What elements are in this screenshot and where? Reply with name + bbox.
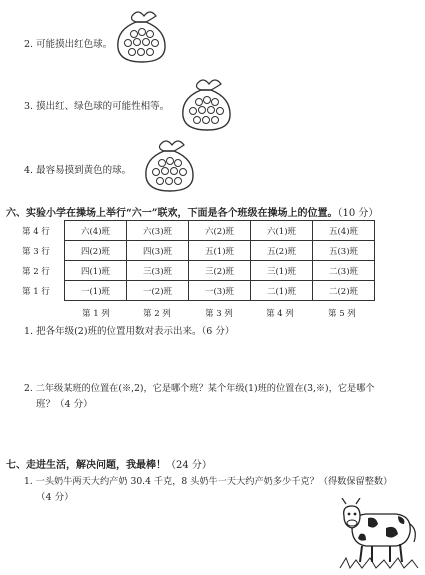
grid-cell: 五(2)班 [251, 241, 313, 261]
grid-cell: 一(2)班 [127, 281, 189, 301]
grid-cell: 五(1)班 [189, 241, 251, 261]
grid-row-3 [65, 241, 375, 261]
grid-cell: 三(1)班 [251, 261, 313, 281]
grid-cell: 六(3)班 [127, 221, 189, 241]
ball-bag-illustration-3 [138, 135, 200, 193]
row-label-1: 第 1 行 [22, 287, 50, 297]
row-label-2: 第 2 行 [22, 267, 50, 277]
column-label-5: 第 5 列 [328, 309, 356, 319]
ball-bag-illustration-2 [175, 74, 237, 132]
grid-cell: 五(4)班 [313, 221, 375, 241]
section-6-score: （10 分） [337, 208, 379, 219]
question-4-text: 4. 最容易摸到黄色的球。 [24, 165, 132, 176]
row-label-3: 第 3 行 [22, 247, 50, 257]
row-label-4: 第 4 行 [22, 227, 50, 237]
grid-cell: 六(2)班 [189, 221, 251, 241]
grid-cell: 六(4)班 [65, 221, 127, 241]
question-2-text: 2. 可能摸出红色球。 [24, 39, 113, 50]
section-6-question-2-line-2: 班？（4 分） [36, 399, 93, 410]
grid-cell: 一(3)班 [189, 281, 251, 301]
grid-row-4 [65, 221, 375, 241]
grid-cell: 五(3)班 [313, 241, 375, 261]
section-6-heading [6, 204, 378, 219]
grid-cell: 一(1)班 [65, 281, 127, 301]
section-7-title: 七、走进生活，解决问题，我最棒！ [6, 460, 166, 471]
section-7-score: （24 分） [166, 460, 212, 471]
grid-cell: 三(3)班 [127, 261, 189, 281]
grid-cell: 二(2)班 [313, 281, 375, 301]
grid-cell: 二(1)班 [251, 281, 313, 301]
section-6-question-1: 1. 把各年级(2)班的位置用数对表示出来。（6 分） [24, 326, 235, 337]
grid-cell: 二(3)班 [313, 261, 375, 281]
grid-cell: 六(1)班 [251, 221, 313, 241]
grid-row-2 [65, 261, 375, 281]
column-label-3: 第 3 列 [205, 309, 233, 319]
grid-cell: 四(1)班 [65, 261, 127, 281]
grid-cell: 四(2)班 [65, 241, 127, 261]
grid-cell: 四(3)班 [127, 241, 189, 261]
grid-row-1 [65, 281, 375, 301]
column-label-2: 第 2 列 [143, 309, 171, 319]
section-6-question-2-line-1: 2. 二年级某班的位置在(※,2)，它是哪个班？某个年级(1)班的位置在(3,※)，它是哪个 [24, 383, 375, 394]
section-7-heading [6, 456, 212, 471]
section-7-question-1-line-2: （4 分） [36, 492, 74, 503]
ball-bag-illustration-1 [110, 6, 172, 64]
section-7-question-1-line-1: 1. 一头奶牛两天大约产奶 30.4 千克，8 头奶牛一天大约产奶多少千克？（得数保留整数） [24, 476, 393, 487]
cow-illustration [338, 498, 420, 570]
class-position-grid [64, 220, 375, 301]
grid-cell: 三(2)班 [189, 261, 251, 281]
question-3-text: 3. 摸出红、绿色球的可能性相等。 [24, 101, 170, 112]
section-6-title: 六、实验小学在操场上举行“六一”联欢，下面是各个班级在操场上的位置。 [6, 208, 338, 219]
column-label-1: 第 1 列 [82, 309, 110, 319]
column-label-4: 第 4 列 [266, 309, 294, 319]
